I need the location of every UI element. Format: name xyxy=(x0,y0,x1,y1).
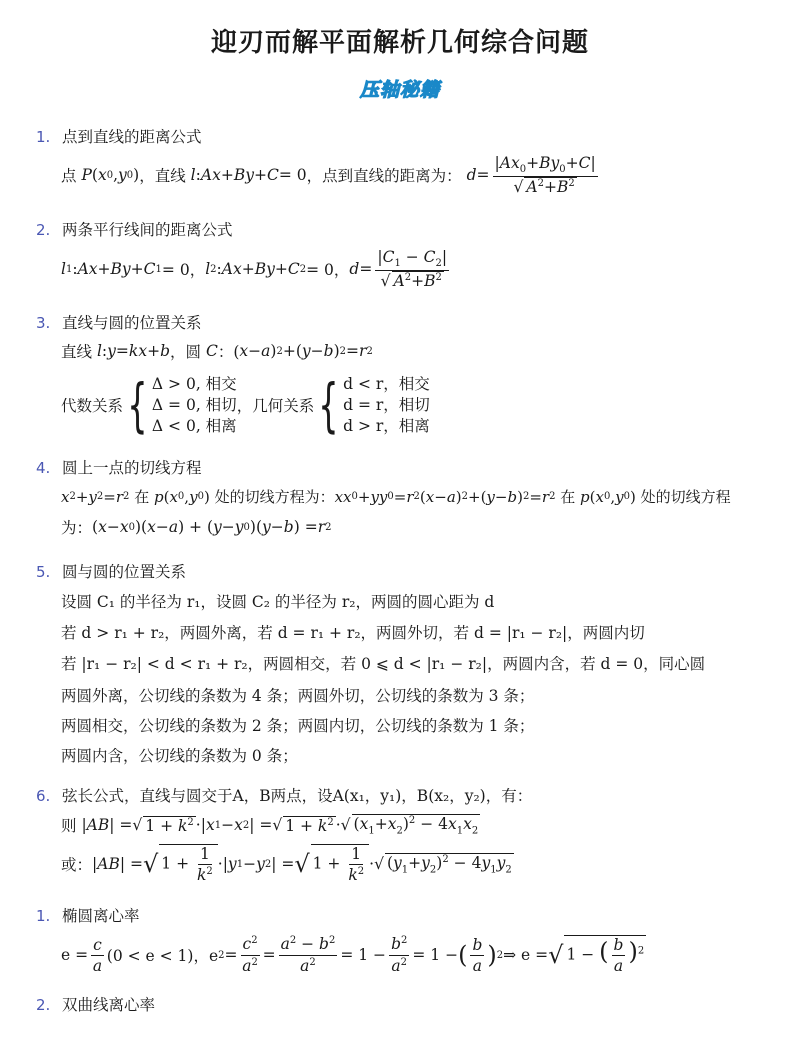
case-item: d < r，相交 xyxy=(343,374,430,393)
section-number: 6. xyxy=(36,787,51,805)
s1-prefix: 点 xyxy=(61,167,77,185)
formula-line: x 2 + y 2 = r 2 在 p ( x 0 , y 0 ) 处的切线方程为： xx 0 + yy 0 = r 2 ( x − a ) 2 +( y − b ) 2 = r 2 在 p ( x 0 , y 0 ) 处的切线方程 xyxy=(61,487,731,506)
formula-line: e = $\frac{c}{a}$ (0 < e < 1)，e 2 = $\frac{c^2}{a^2}$ = $\frac{a^2 - b^2}{a^2}$ = 1 − $\frac{b^2}{a^2}$ = 1 − ( $\frac{b}{a}$ ) 2 ⇒ e = √ 1 − ( $\frac{b}{a}$ )$^2$ xyxy=(61,932,646,978)
badge-logo: 压轴秘籍 xyxy=(359,78,440,101)
section-title: 弦长公式，直线与圆交于A，B两点，设A(x₁，y₁)，B(x₂，y₂)，有： xyxy=(62,787,533,805)
s4-text-b: 处的切线方程为： xyxy=(214,488,335,506)
formula-line: 点 P ( x 0 , y 0 ) ，直线 l : Ax + By + C = 0 ，点到直线的距离为： d = $|Ax_0+By_0+C|$ √ $A^2+B^2$ xyxy=(61,152,601,198)
section-heading xyxy=(36,311,202,333)
formula-line: 为： ( x − x 0 )( x − a ) + ( y − y 0 )( y − b ) = r 2 xyxy=(61,518,332,537)
case-item: Δ = 0, 相切 xyxy=(151,395,237,414)
distance-fraction: $|Ax_0+By_0+C|$ √ $A^2+B^2$ xyxy=(493,154,598,196)
s4-text-d: 处的切线方程 xyxy=(640,488,731,506)
text-line: 两圆内含，公切线的条数为 0 条； xyxy=(61,747,298,765)
s3-alg-label: 代数关系 xyxy=(61,397,124,415)
section-title: 圆与圆的位置关系 xyxy=(62,563,187,581)
s6-prefix-2: 或： xyxy=(61,856,93,874)
s4-text-c: 在 xyxy=(560,488,576,506)
s3-geo-label: ，几何关系 xyxy=(236,397,315,415)
text-line: 两圆外离，公切线的条数为 4 条；两圆外切，公切线的条数为 3 条； xyxy=(61,687,535,705)
section-number: 1. xyxy=(36,128,51,146)
section-title: 椭圆离心率 xyxy=(62,907,140,925)
text-line: 两圆相交，公切线的条数为 2 条；两圆内切，公切线的条数为 1 条； xyxy=(61,717,535,735)
section-title: 双曲线离心率 xyxy=(62,996,156,1014)
section-title: 点到直线的距离公式 xyxy=(62,128,202,146)
section-number: 2. xyxy=(36,221,51,239)
text-line: 若 |r₁ − r₂| < d < r₁ + r₂，两圆相交，若 0 ⩽ d < |r₁ − r₂|，两圆内含，若 d = 0，同心圆 xyxy=(61,655,706,673)
section-title: 直线与圆的位置关系 xyxy=(62,314,202,332)
case-item: Δ < 0, 相离 xyxy=(151,416,237,435)
s1-mid-text: ，点到直线的距离为： xyxy=(306,167,462,185)
page-title: 迎刃而解平面解析几何综合问题 xyxy=(210,28,589,58)
section-title: 圆上一点的切线方程 xyxy=(62,459,202,477)
relations-line: 代数关系 { Δ > 0, 相交 Δ = 0, 相切 Δ < 0, 相离 ，几何关系 { d < r，相交 d = r，相切 d > r，相离 xyxy=(61,371,430,439)
case-item: d = r，相切 xyxy=(343,395,430,414)
section-number: 1. xyxy=(36,907,51,925)
section-heading xyxy=(36,218,233,240)
geometric-cases xyxy=(343,374,430,437)
section-number: 4. xyxy=(36,459,51,477)
text-line: 设圆 C₁ 的半径为 r₁，设圆 C₂ 的半径为 r₂，两圆的圆心距为 d xyxy=(61,593,495,611)
section-number: 3. xyxy=(36,314,51,332)
algebraic-cases xyxy=(152,374,237,437)
case-item: Δ > 0, 相交 xyxy=(151,374,237,393)
case-item: d > r，相离 xyxy=(343,416,430,435)
section-heading xyxy=(36,560,186,582)
s4-text-a: 在 xyxy=(134,488,150,506)
text-line: 若 d > r₁ + r₂，两圆外离，若 d = r₁ + r₂，两圆外切，若 d = |r₁ − r₂|，两圆内切 xyxy=(61,624,645,642)
formula-line: 直线 l : y = kx + b ，圆 C ：( x − a ) 2 +( y − b ) 2 = r 2 xyxy=(61,342,373,361)
parallel-distance-fraction: $|C_1 - C_2|$ √ $A^2+B^2$ xyxy=(375,248,449,290)
section-heading xyxy=(36,784,532,806)
section-heading xyxy=(36,456,202,478)
section-heading xyxy=(36,993,155,1015)
s3-line-label: 直线 xyxy=(61,343,93,361)
s6-prefix-1: 则 xyxy=(61,817,77,836)
s4-prefix: 为： xyxy=(61,519,93,537)
formula-line: 或： | AB | = √ 1 + $\frac{1}{k^2}$ ·| y 1 − y 2 | = √ 1 + $\frac{1}{k^2}$ · √ $(y_1+y_2)^2 - 4y_1y_2$ xyxy=(61,842,514,886)
formula-line: 则 | AB | = √ $1 + k^2$ ·| x 1 − x 2 | = √ $1 + k^2$ · √ $(x_1+x_2)^2 - 4x_1x_2$ xyxy=(61,814,480,836)
section-number: 2. xyxy=(36,996,51,1014)
section-title: 两条平行线间的距离公式 xyxy=(62,221,233,239)
s3-circle-label: ，圆 xyxy=(170,343,202,361)
section-heading xyxy=(36,904,140,926)
section-number: 5. xyxy=(36,563,51,581)
section-heading xyxy=(36,125,202,147)
s1-line-label: ，直线 xyxy=(139,167,186,185)
formula-line: l 1 : Ax + By + C 1 = 0， l 2 : Ax + By + C 2 = 0， d = $|C_1 - C_2|$ √ $A^2+B^2$ xyxy=(61,245,452,293)
